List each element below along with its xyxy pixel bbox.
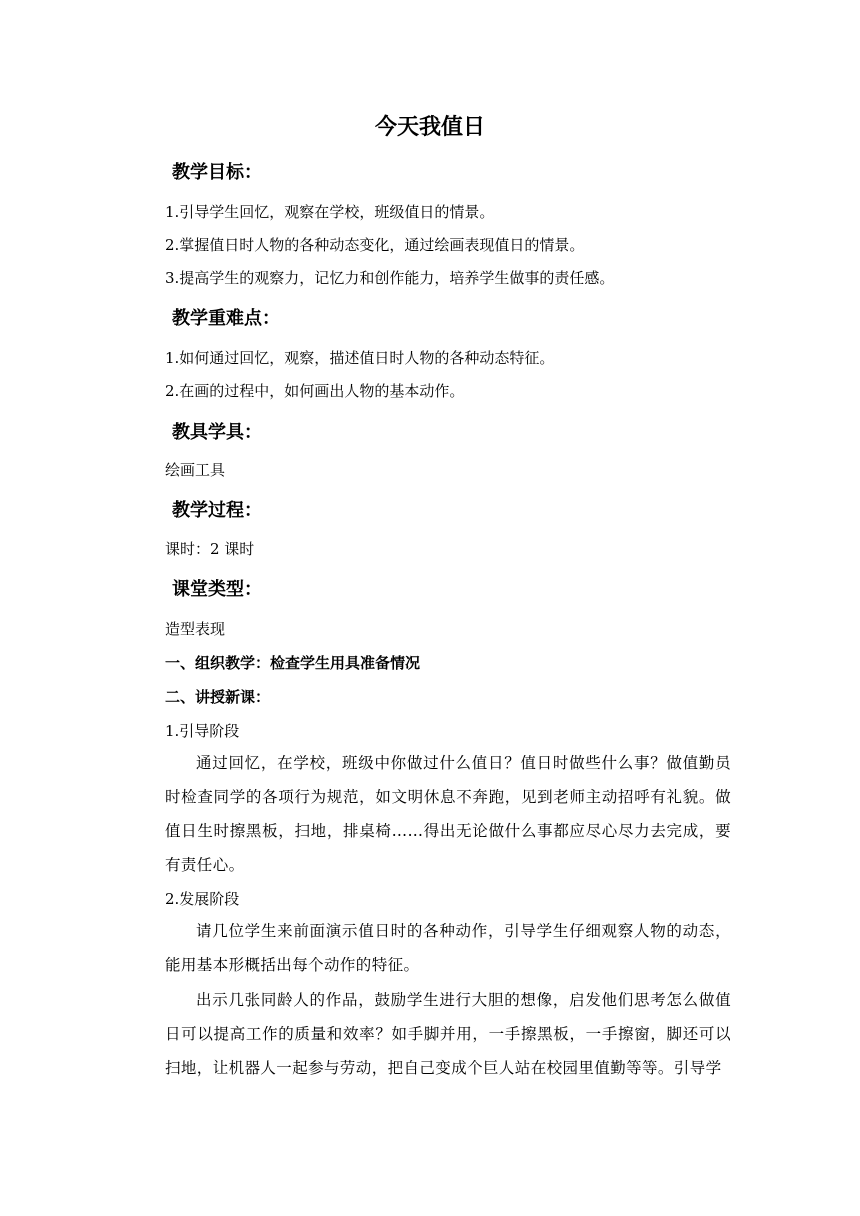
tools-text: 绘画工具 — [165, 461, 226, 479]
stage-1-paragraph: 通过回忆，在学校，班级中你做过什么值日？值日时做些什么事？做值勤员时检查同学的各项行为规范，如文明休息不奔跑，见到老师主动招呼有礼貌。做值日生时擦黑板，扫地，排桌椅……得出无论做什么事都应尽心尽力去完成，要有责任心。 — [165, 754, 731, 874]
type-text: 造型表现 — [165, 620, 226, 638]
difficulty-item-1: 1.如何通过回忆，观察，描述值日时人物的各种动态特征。 — [165, 349, 555, 367]
step-2-heading: 二、讲授新课： — [165, 688, 271, 706]
step-1-heading: 一、组织教学：检查学生用具准备情况 — [165, 654, 421, 672]
process-text: 课时：2 课时 — [165, 540, 255, 558]
stage-1-label: 1.引导阶段 — [165, 722, 240, 740]
goal-item-2: 2.掌握值日时人物的各种动态变化，通过绘画表现值日的情景。 — [165, 236, 585, 254]
document-title: 今天我值日 — [374, 115, 485, 140]
goals-heading: 教学目标： — [172, 162, 262, 183]
goal-item-1: 1.引导学生回忆，观察在学校，班级值日的情景。 — [165, 203, 495, 221]
tools-heading: 教具学具： — [172, 422, 262, 443]
process-heading: 教学过程： — [172, 500, 262, 521]
stage-2-paragraph-2: 出示几张同龄人的作品，鼓励学生进行大胆的想像，启发他们思考怎么做值日可以提高工作的质量和效率？如手脚并用，一手擦黑板，一手擦窗，脚还可以扫地，让机器人一起参与劳动，把自己变成个巨人站在校园里值勤等等。引导学 — [165, 991, 731, 1077]
difficulty-item-2: 2.在画的过程中，如何画出人物的基本动作。 — [165, 382, 465, 400]
goal-item-3: 3.提高学生的观察力，记忆力和创作能力，培养学生做事的责任感。 — [165, 269, 615, 287]
type-heading: 课堂类型： — [172, 579, 262, 600]
stage-2-label: 2.发展阶段 — [165, 890, 240, 908]
stage-2-paragraph-1: 请几位学生来前面演示值日时的各种动作，引导学生仔细观察人物的动态，能用基本形概括出每个动作的特征。 — [165, 922, 731, 974]
difficulty-heading: 教学重难点： — [172, 308, 280, 329]
